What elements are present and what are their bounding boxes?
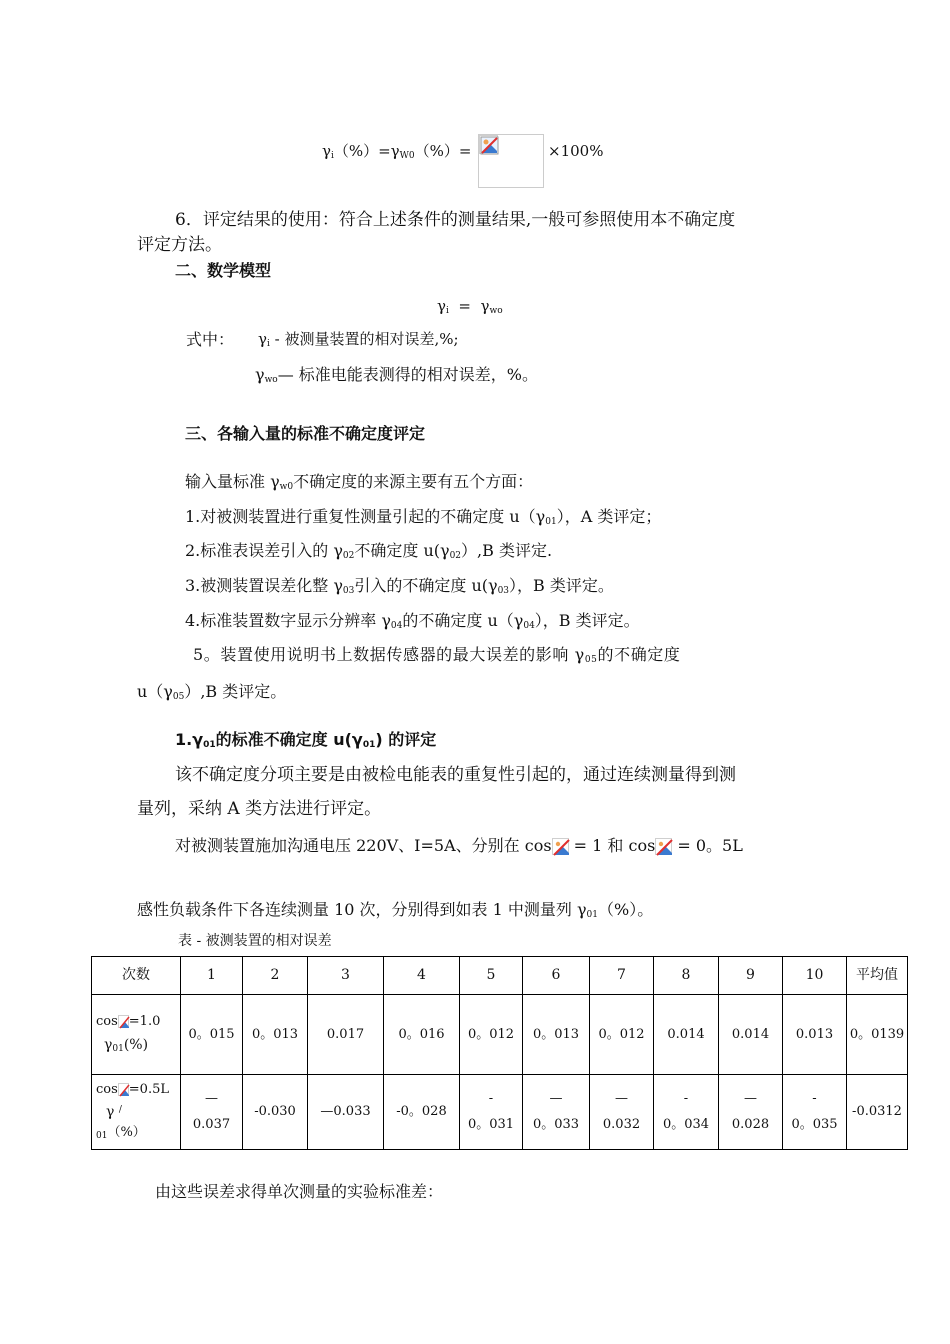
broken-image-icon: [118, 1083, 129, 1096]
table-header-cell: 9: [719, 957, 783, 995]
table-header-cell: 6: [523, 957, 590, 995]
table-cell: 0.017: [308, 995, 384, 1075]
table-header-cell: 2: [243, 957, 308, 995]
table-cell: 0.014: [654, 995, 719, 1075]
table-header-cell: 1: [181, 957, 243, 995]
row-label-cos-1: cos =1.0 $\gamma_{01}(\%)$: [92, 995, 181, 1075]
closing-line: 由这些误差求得单次测量的实验标准差：: [155, 1182, 444, 1201]
source-item-3: 3.被测装置误差化整 $\gamma_{03}$引入的不确定度 $u(\gamma_{03})$，B 类评定。: [185, 576, 614, 596]
table-header-cell: 5: [460, 957, 523, 995]
heading-input-uncertainty: 三、各输入量的标准不确定度评定: [185, 424, 426, 443]
table-header-cell: 10: [783, 957, 847, 995]
table-row-cos-1: [92, 995, 908, 1075]
subheading-u01: $1.\gamma_{01}$的标准不确定度 $u(\gamma_{01})$ 的评定: [175, 730, 437, 750]
table-cell: 0。016: [384, 995, 460, 1075]
table-cell: -0.0312: [847, 1075, 908, 1150]
table-cell: -0。028: [384, 1075, 460, 1150]
broken-image-icon: [118, 1015, 129, 1028]
source-item-5-line2: $u(\gamma_{05}),B$ 类评定。: [137, 682, 287, 702]
table-cell: 0。012: [590, 995, 654, 1075]
table-cell: 0。013: [243, 995, 308, 1075]
load-line: 感性负载条件下各连续测量 10 次，分别得到如表 1 中测量列 $\gamma_{01}(\%)$。: [137, 900, 654, 920]
table-cell: - 0。034: [654, 1075, 719, 1150]
row-label-cos-05l: cos =0.5L γ / $_{01}$（%）: [92, 1075, 181, 1150]
table-header-row: [92, 957, 908, 995]
table-cell: - 0。035: [783, 1075, 847, 1150]
table-cell: —0.033: [308, 1075, 384, 1150]
broken-image-icon: [655, 838, 672, 855]
where-label: 式中：: [186, 330, 235, 349]
source-item-5-line1: 5。装置使用说明书上数据传感器的最大误差的影响 $\gamma_{05}$的不确定度: [193, 645, 681, 665]
heading-math-model: 二、数学模型: [175, 261, 272, 280]
table-cell: - 0。031: [460, 1075, 523, 1150]
sub1-para-line2: 量列，采纳 A 类方法进行评定。: [137, 799, 382, 819]
relative-error-table: [91, 956, 908, 1150]
table-cell: 0.014: [719, 995, 783, 1075]
table-cell: 0。0139: [847, 995, 908, 1075]
broken-image-icon: [479, 135, 498, 154]
sub1-para-line1: 该不确定度分项主要是由被检电能表的重复性引起的，通过连续测量得到测: [175, 765, 736, 785]
formula-top: $\gamma_i(\%)=\gamma_{W0}(\%)=$: [322, 142, 472, 161]
table-row-cos-05l: [92, 1075, 908, 1150]
formula-tail: ×100%: [548, 142, 604, 160]
table-header-cell: 平均值: [847, 957, 908, 995]
model-equation: $\gamma_i = \gamma_{wo}$: [437, 297, 503, 316]
table-header-cell: 4: [384, 957, 460, 995]
table-cell: — 0.037: [181, 1075, 243, 1150]
where-line2: $\gamma_{wo}—$ 标准电能表测得的相对误差，%。: [255, 365, 538, 385]
broken-image-icon: [552, 838, 569, 855]
table-header-cell: 8: [654, 957, 719, 995]
para6-line2: 评定方法。: [137, 235, 222, 255]
para6-line1: 6．评定结果的使用：符合上述条件的测量结果,一般可参照使用本不确定度: [175, 210, 736, 230]
table-caption: 表 - 被测装置的相对误差: [178, 933, 332, 949]
table-cell: — 0。033: [523, 1075, 590, 1150]
table-cell: -0.030: [243, 1075, 308, 1150]
table-cell: — 0.028: [719, 1075, 783, 1150]
source-item-1: 1.对被测装置进行重复性测量引起的不确定度 $u(\gamma_{01})$，A 类评定；: [185, 507, 662, 527]
table-cell: 0。015: [181, 995, 243, 1075]
table-cell: 0.013: [783, 995, 847, 1075]
condition-line: 对被测装置施加沟通电压 220V、I=5A、分别在 cos = 1 和 cos = 0。5L: [175, 836, 743, 855]
table-header-cell: 3: [308, 957, 384, 995]
table-header-cell: 次数: [92, 957, 181, 995]
table-cell: — 0.032: [590, 1075, 654, 1150]
table-cell: 0。013: [523, 995, 590, 1075]
source-item-4: 4.标准装置数字显示分辨率 $\gamma_{04}$的不确定度 $u(\gamma_{04})$，B 类评定。: [185, 611, 640, 631]
table-cell: 0。012: [460, 995, 523, 1075]
where-line1: $\gamma_i$ - 被测量装置的相对误差,%;: [258, 330, 459, 349]
source-item-2: 2.标准表误差引入的 $\gamma_{02}$不确定度 $u(\gamma_{02}),B$ 类评定.: [185, 541, 553, 561]
table-header-cell: 7: [590, 957, 654, 995]
sources-intro: 输入量标准 $\gamma_{w0}$不确定度的来源主要有五个方面：: [185, 472, 534, 492]
